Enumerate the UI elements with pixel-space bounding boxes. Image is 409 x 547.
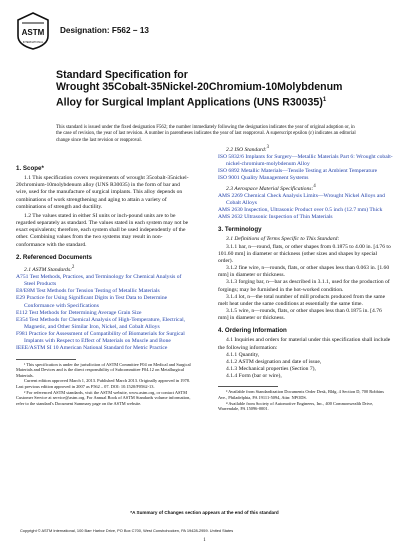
reference-code-link[interactable]: IEEE/ASTM SI 10: [16, 345, 59, 352]
para-3-1-2: 3.1.2 fine wire, n—rounds, flats, or other shapes less than 0.063 in. [1.60 mm] in diameter or thickness.: [218, 265, 390, 279]
astm-logo: [16, 12, 50, 50]
section-2-heading: 2. Referenced Documents: [16, 253, 92, 261]
reference-title[interactable]: Test Methods for Determining Average Grain Size: [27, 309, 142, 316]
reference-title[interactable]: Practice for Assessment of Compatibility of Biomaterials for Surgical Implants with Respect to Effect of Materials on Muscle and Bone: [24, 331, 185, 345]
reference-title[interactable]: American National Standard for Metric Practice: [58, 345, 168, 352]
reference-title[interactable]: Test Methods for Chemical Analysis of High-Temperature, Electrical, Magnetic, and Other Similar Iron, Nickel, and Cobalt Alloys: [24, 316, 186, 330]
section-1-heading: 1. Scope*: [16, 165, 44, 172]
title-line-3: Alloy for Surgical Implant Applications (UNS R30035)$^1$: [56, 96, 327, 109]
reference-item: [218, 214, 393, 221]
ordering-item: 4.1.3 Mechanical properties (Section 7),: [226, 366, 316, 373]
reference-code-link[interactable]: E8/E8M: [16, 288, 35, 295]
left-column: [16, 165, 191, 406]
ordering-item: 4.1.4 Form (bar or wire),: [226, 373, 282, 380]
footnote: Current edition approved March 1, 2013. Published March 2013. Originally approved in 1978. Last previous edition approved in 2007 as F562 – 07. DOI: 10.1520/F0562-13.: [16, 378, 191, 389]
summary-of-changes-note: *A Summary of Changes section appears at the end of this standard: [130, 510, 279, 515]
iso-reference-list: [218, 154, 393, 183]
ams-reference-list: [218, 193, 393, 222]
reference-code-link[interactable]: ISO 9001: [218, 175, 240, 182]
reference-title[interactable]: Test Methods for Tension Testing of Metallic Materials: [34, 288, 160, 295]
reference-item: [218, 193, 393, 207]
reference-title[interactable]: Metallic Materials—Tensile Testing at Ambient Temperature: [239, 168, 378, 175]
ordering-items-list: [218, 352, 393, 381]
para-2-1: 2.1 ASTM Standards:$^2$: [24, 264, 75, 273]
copyright-line: Copyright © ASTM International, 100 Barr Harbor Drive, PO Box C700, West Conshohocken, PA 19428-2959. United States: [20, 528, 234, 533]
reference-code-link[interactable]: A751: [16, 273, 29, 280]
footnotes-left: [16, 362, 191, 407]
reference-code-link[interactable]: E354: [16, 316, 28, 323]
reference-code-link[interactable]: ISO 5832/6: [218, 154, 244, 161]
reference-item: [16, 295, 191, 309]
reference-code-link[interactable]: E29: [16, 295, 26, 302]
title-line-1: Standard Specification for: [56, 69, 188, 81]
footnote: ³ Available from Standardization Documents Order Desk, Bldg. 4 Section D, 700 Robbins Ave., Philadelphia, PA 19111-5094, Attn: NPODS.: [218, 389, 384, 400]
svg-text:INTERNATIONAL: INTERNATIONAL: [22, 41, 44, 44]
para-1-1: 1.1 This specification covers requirements of wrought 35cobalt-35nickel-20chromium-10molybdenum alloy (UNS R30035) in the form of bar and wire, used for the manufacture of surgical implants. This alloy depends on combinations of work strengthening and aging to attain a variety of combinations of strength and ductility.: [16, 175, 189, 210]
reference-item: [218, 175, 393, 182]
ordering-item: 4.1.2 ASTM designation and date of issue,: [226, 358, 322, 365]
reference-code-link[interactable]: F981: [16, 331, 28, 338]
reference-code-link[interactable]: E112: [16, 309, 28, 316]
para-3-1-1: 3.1.1 bar, n—round, flats, or other shapes from 0.1875 to 4.00 in. [4.76 to 101.60 mm] in diameter or thickness (other sizes and shapes by special order).: [218, 243, 391, 264]
para-4-1: 4.1 Inquiries and orders for material under this specification shall include the following information:: [218, 337, 391, 351]
right-column: [218, 144, 393, 412]
svg-text:ASTM: ASTM: [21, 28, 45, 37]
reference-code-link[interactable]: ISO 6892: [218, 168, 240, 175]
reference-item: [16, 345, 191, 352]
reference-title[interactable]: Test Methods, Practices, and Terminology for Chemical Analysis of Steel Products: [24, 273, 182, 288]
reference-item: [16, 274, 191, 288]
title-line-2: Wrought 35Cobalt-35Nickel-20Chromium-10Molybdenum: [56, 81, 343, 94]
ordering-item: 4.1.1 Quantity,: [226, 351, 260, 358]
para-2-2: 2.2 ISO Standard:$^3$: [226, 145, 269, 153]
reference-item: [218, 168, 393, 175]
para-3-1-4: 3.1.4 lot, n—the total number of mill products produced from the same melt heat under the same conditions at essentially the same time.: [218, 293, 386, 307]
reference-item: [16, 331, 191, 345]
section-3-heading: 3. Terminology: [218, 226, 262, 234]
reference-code-link[interactable]: AMS 2269: [218, 192, 243, 199]
reference-item: [16, 310, 191, 317]
page-number: 1: [203, 538, 206, 543]
footnotes-right: [218, 389, 393, 411]
footnote: ⁴ Available from Society of Automotive Engineers, Inc., 400 Commonwealth Drive, Warrendale, PA 15096-0001.: [218, 400, 374, 412]
reference-item: [218, 154, 393, 168]
designation: Designation: F562 − 13: [60, 26, 149, 35]
footnote-rule-right: [218, 386, 278, 387]
footnote: ² For referenced ASTM standards, visit the ASTM website, www.astm.org, or contact ASTM Customer Service at service@astm.org. For Annual Book of ASTM Standards volume information, refer to the standard's Document Summary page on the ASTM website.: [16, 389, 191, 406]
footnote-rule: [16, 359, 76, 360]
reference-title[interactable]: Ultrasonic Inspection of Thin Materials: [242, 214, 333, 221]
reference-code-link[interactable]: AMS 2630: [218, 206, 243, 213]
reference-title[interactable]: Implants for Surgery—Metallic Materials Part 6: Wrought cobalt-nickel-chromium-molybdenum Alloy: [226, 154, 393, 168]
para-3-1-5: 3.1.5 wire, n—rounds, flats, or other shapes less than 0.1875 in. [4.76 mm] in diameter or thickness.: [218, 308, 382, 322]
footnote: ¹ This specification is under the jurisdiction of ASTM Committee F04 on Medical and Surgical Materials and Devices and is the direct responsibility of Subcommittee F04.12 on Metallurgical Materials.: [16, 361, 191, 378]
reference-code-link[interactable]: AMS 2632: [218, 214, 243, 221]
reference-title[interactable]: Inspection, Ultrasonic Product over 0.5 inch (12.7 mm) Thick: [242, 206, 383, 213]
reference-item: [16, 317, 191, 331]
issuance-notice: This standard is issued under the fixed designation F562; the number immediately following the designation indicates the year of original adoption or, in the case of revision, the year of last revision. A number in parentheses indicates the year of last reapproval. A superscript epsilon (ε) indicates an editorial change since the last revision or reapproval.: [56, 125, 356, 143]
para-1-2: 1.2 The values stated in either SI units or inch-pound units are to be regarded separately as standard. The values stated in each system may not be exact equivalents; therefore, each system shall be used independently of the other. Combining values from the two systems may result in non-conformance with the standard.: [16, 212, 189, 248]
document-title: [56, 69, 356, 109]
astm-reference-list: [16, 274, 191, 353]
reference-title[interactable]: Quality Management Systems: [239, 175, 309, 182]
section-4-heading: 4. Ordering Information: [218, 327, 287, 335]
reference-title[interactable]: Chemical Check Analysis Limits—Wrought Nickel Alloys and Cobalt Alloys: [226, 192, 385, 206]
para-3-1: 3.1 Definitions of Terms Specific to This Standard:: [226, 236, 340, 243]
reference-title[interactable]: Practice for Using Significant Digits in Test Data to Determine Conformance with Specifications: [24, 295, 168, 309]
para-3-1-3: 3.1.3 forging bar, n—bar as described in 3.1.1, used for the production of forgings; may be furnished in the hot-worked condition.: [218, 279, 390, 293]
para-2-3: 2.3 Aerospace Material Specifications:$^4$: [226, 183, 316, 192]
